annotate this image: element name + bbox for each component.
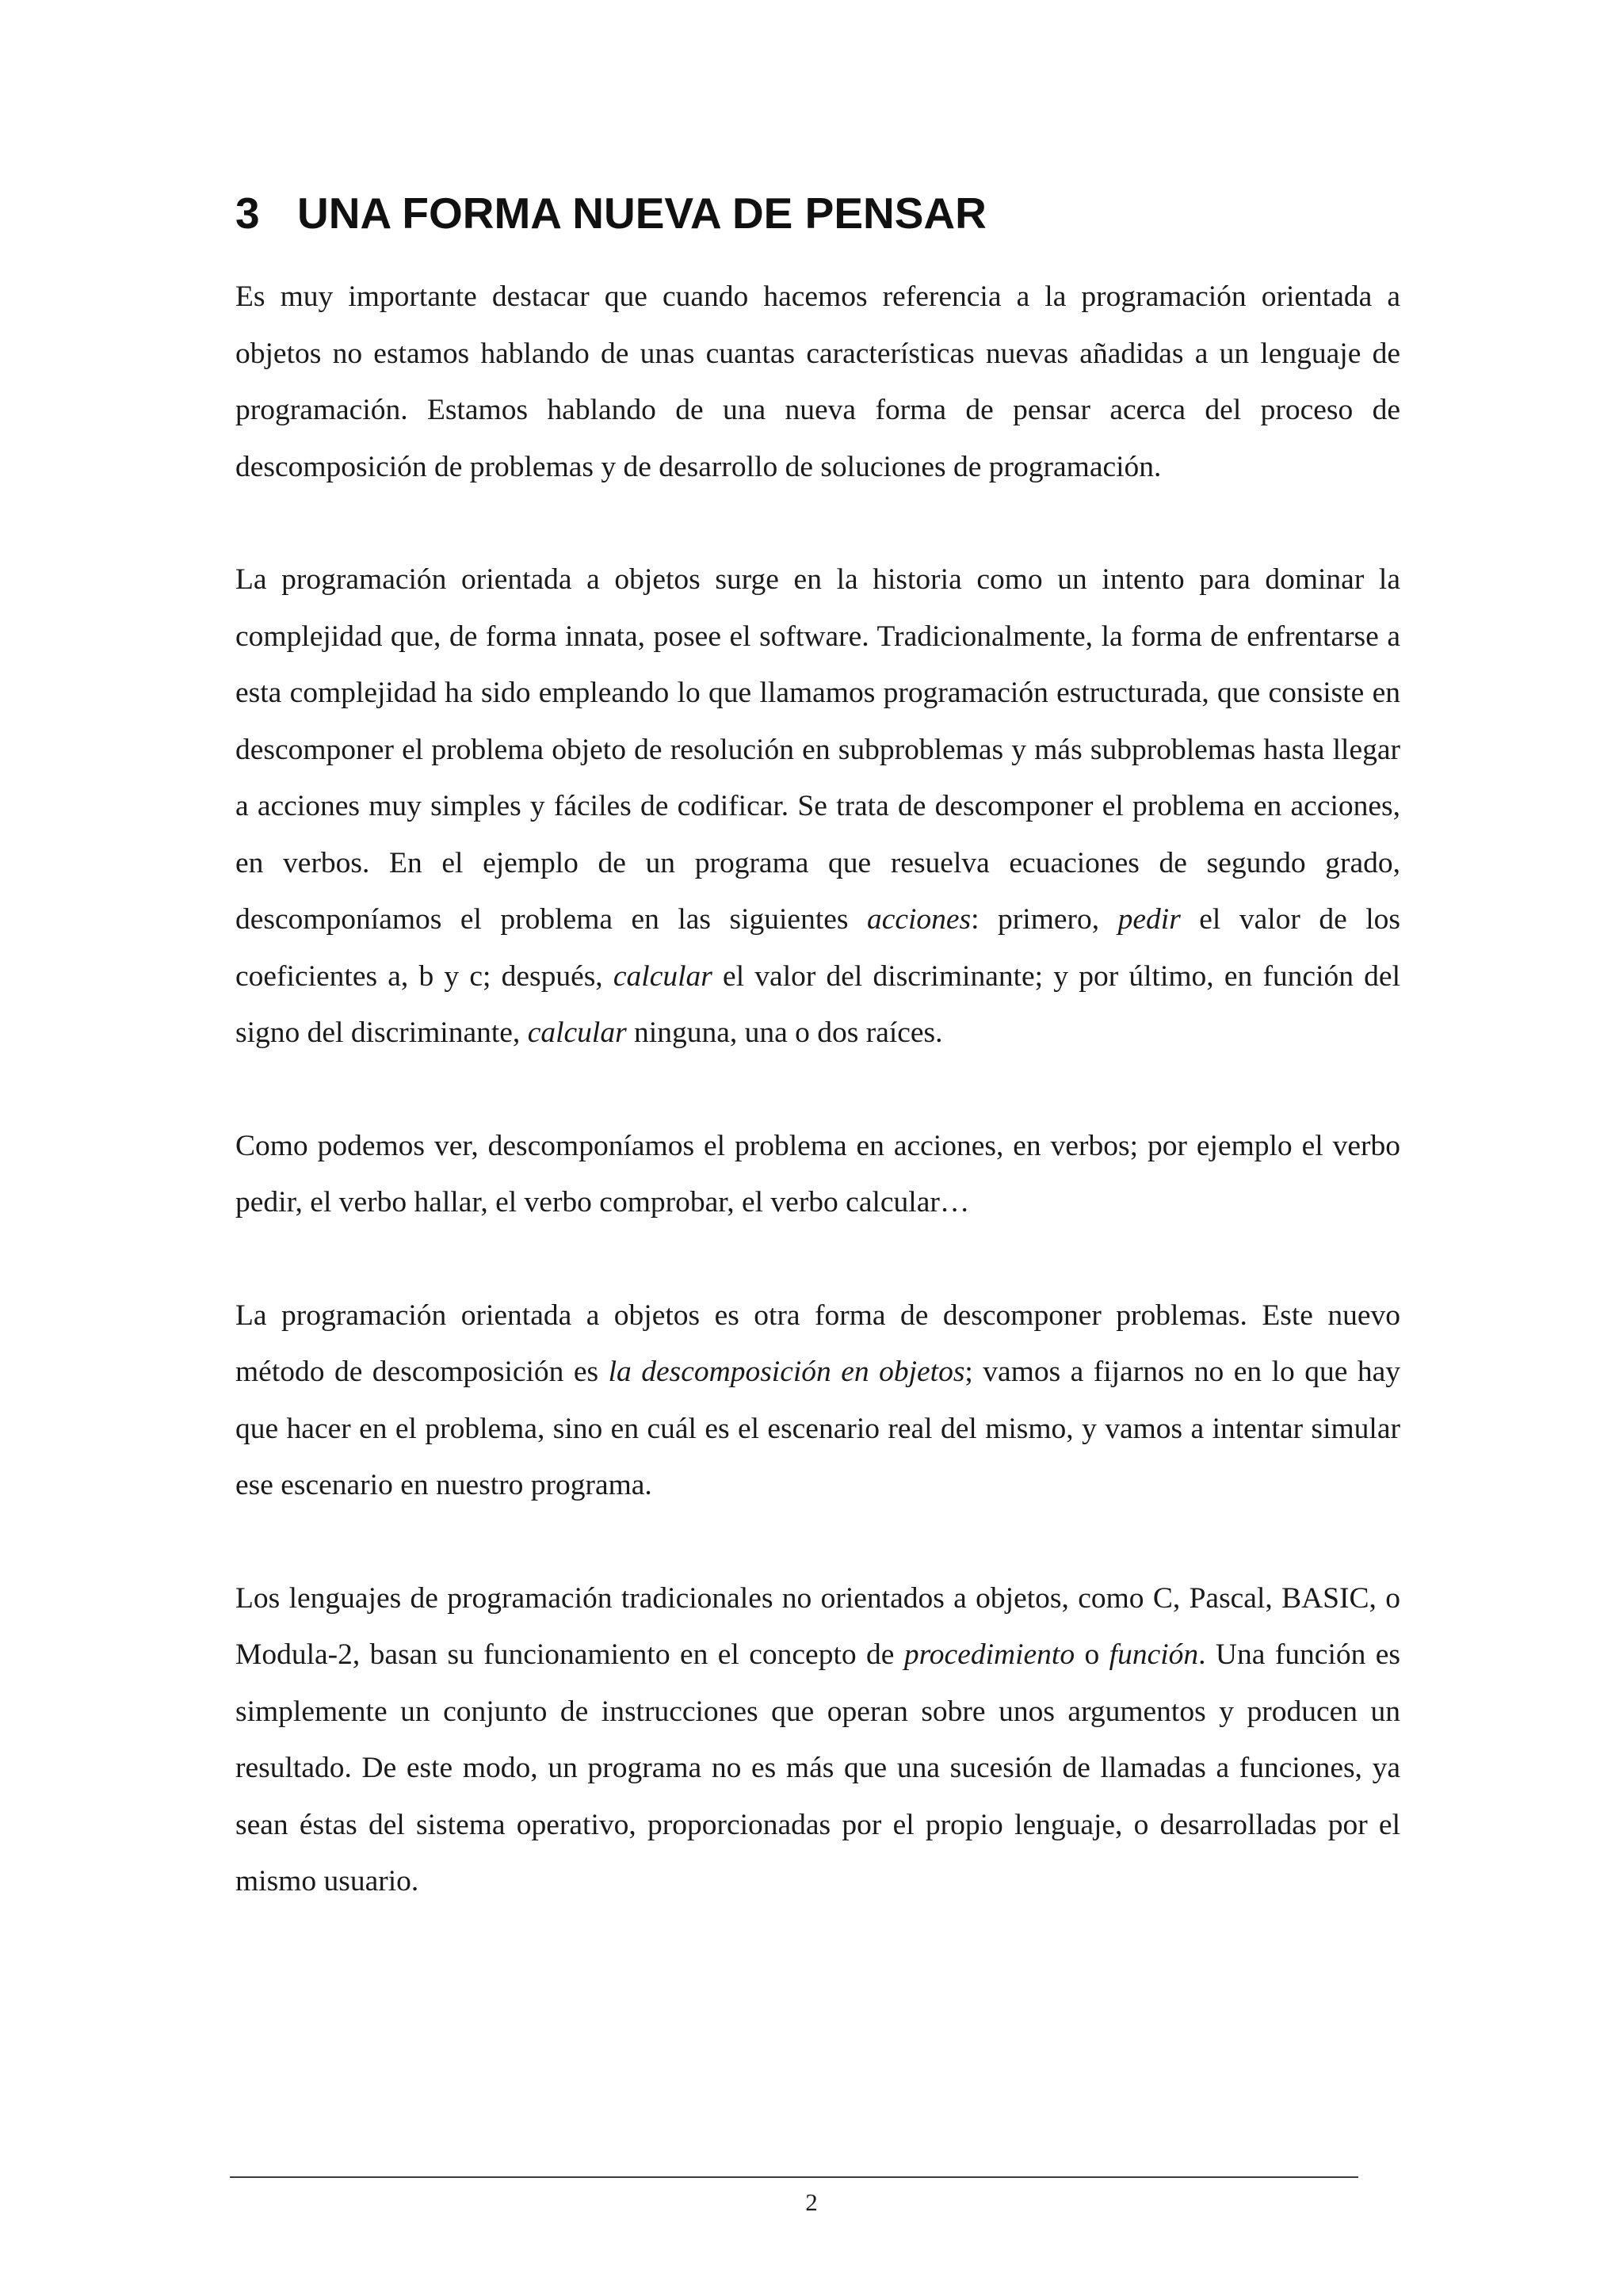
paragraph-5-emphasis-1: procedimiento [903, 1638, 1075, 1672]
page-content [235, 189, 1400, 1966]
paragraph-5-text-2: o [1075, 1638, 1109, 1672]
paragraph-2-emphasis-3: calcular [613, 959, 712, 993]
page-number: 2 [805, 2188, 818, 2216]
paragraph-5-text-1: Los lenguajes de programación tradicionales no orientados a objetos, como C, Pascal, BASIC, o Modula-2, basan su funcionamiento en el concepto de [235, 1581, 1400, 1672]
paragraph-2-text-4: el valor del discriminante; y por último, en función del signo del discriminante, [235, 959, 1400, 1050]
paragraph-4-emphasis-1: la descomposición en objetos [608, 1356, 965, 1389]
paragraph-5-text-3: . Una función es simplemente un conjunto de instrucciones que operan sobre unos argumentos y producen un resultado. De este modo, un programa no es más que una sucesión de llamadas a funciones, ya sean éstas del sistema operativo, proporcionadas por el propio lenguaje, o desarrolladas por el mismo usuario. [235, 1638, 1401, 1898]
footer-divider [230, 2176, 1358, 2178]
paragraph-5 [235, 1570, 1400, 1910]
paragraph-2-emphasis-4: calcular [527, 1016, 627, 1050]
paragraph-4 [235, 1287, 1400, 1514]
paragraph-3: Como podemos ver, descomponíamos el problema en acciones, en verbos; por ejemplo el verbo pedir, el verbo hallar, el verbo comprobar, el verbo calcular… [235, 1129, 1400, 1219]
paragraph-2-text-3: el valor de los coeficientes a, b y c; después, [235, 903, 1400, 993]
paragraph-2-text-2: : primero, [971, 903, 1118, 936]
paragraph-2-text-1: La programación orientada a objetos surge en la historia como un intento para dominar la complejidad que, de forma innata, posee el software. Tradicionalmente, la forma de enfrentarse a esta complejidad ha sido empleando lo que llamamos programación estructurada, que consiste en descomponer el problema objeto de resolución en subproblemas y más subproblemas hasta llegar a acciones muy simples y fáciles de codificar. Se trata de descomponer el problema en acciones, en verbos. En el ejemplo de un programa que resuelva ecuaciones de segundo grado, descomponíamos el problema en las siguientes [235, 563, 1400, 936]
paragraph-1: Es muy importante destacar que cuando hacemos referencia a la programación orientada a objetos no estamos hablando de unas cuantas características nuevas añadidas a un lenguaje de programación. Estamos hablando de una nueva forma de pensar acerca del proceso de descomposición de problemas y de desarrollo de soluciones de programación. [235, 280, 1400, 483]
paragraph-2-text-5: ninguna, una o dos raíces. [626, 1016, 943, 1050]
section-heading [235, 189, 1400, 238]
section-number: 3 [235, 189, 260, 238]
paragraph-2-emphasis-1: acciones [866, 903, 972, 936]
section-title: UNA FORMA NUEVA DE PENSAR [297, 189, 987, 238]
paragraph-5-emphasis-2: función [1109, 1638, 1199, 1672]
paragraph-4-text-1: La programación orientada a objetos es otra forma de descomponer problemas. Este nuevo método de descomposición es [235, 1299, 1400, 1389]
paragraph-2 [235, 551, 1400, 1062]
paragraph-4-text-2: ; vamos a fijarnos no en lo que hay que hacer en el problema, sino en cuál es el escenario real del mismo, y vamos a intentar simular ese escenario en nuestro programa. [235, 1356, 1400, 1502]
paragraph-2-emphasis-2: pedir [1117, 903, 1181, 936]
